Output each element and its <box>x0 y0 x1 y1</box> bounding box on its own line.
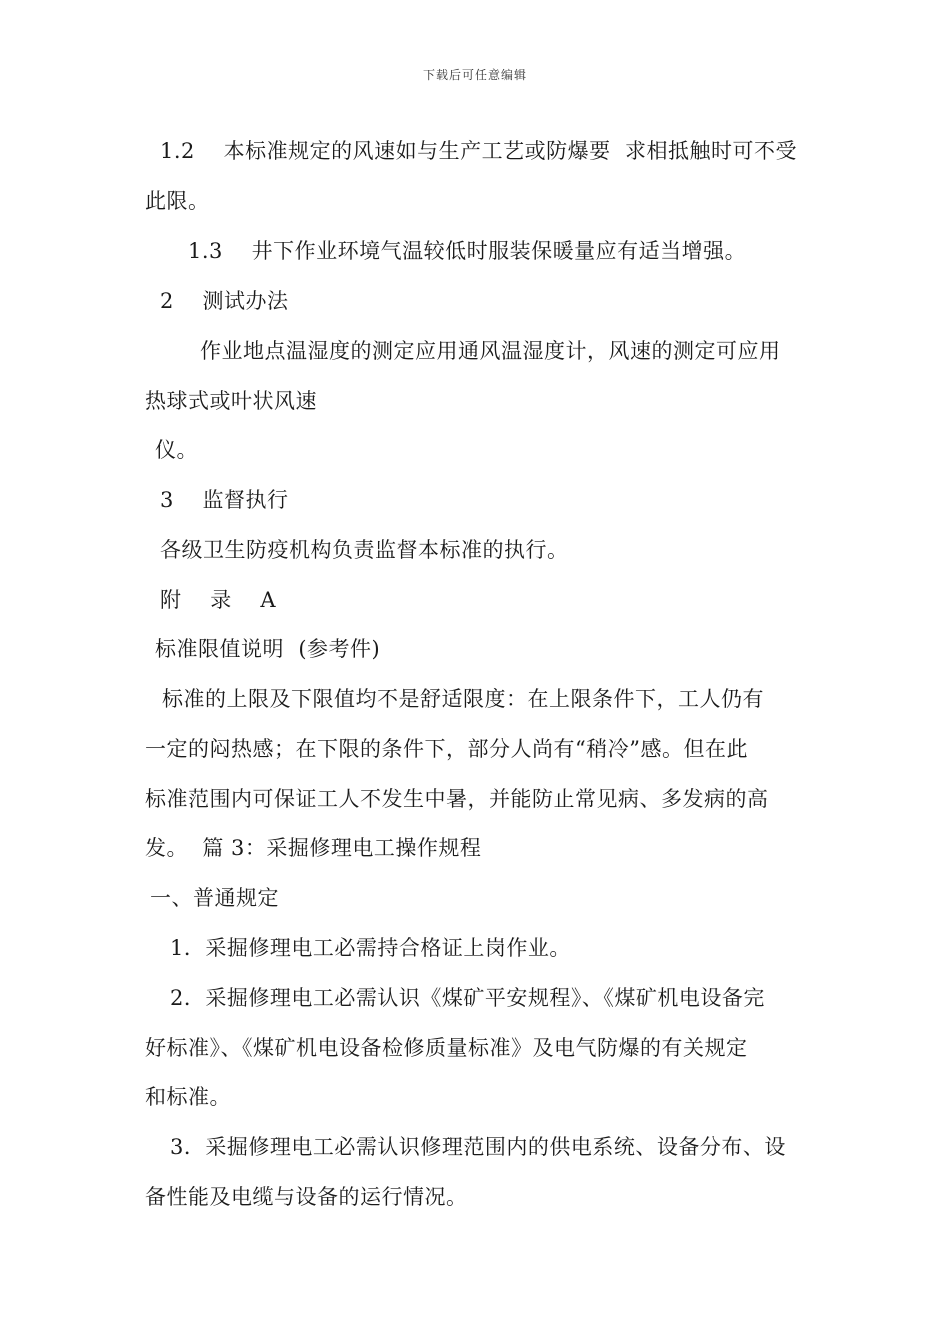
section-heading: 2 测试办法 <box>160 289 289 313</box>
list-item: 3．采掘修理电工必需认识修理范围内的供电系统、设备分布、设 <box>170 1135 786 1159</box>
text-line: 1.3 井下作业环境气温较低时服装保暖量应有适当增强。 <box>188 239 747 263</box>
text-line: 标准的上限及下限值均不是舒适限度：在上限条件下，工人仍有 <box>162 687 764 711</box>
page-header: 下载后可任意编辑 <box>422 68 527 82</box>
text-line: 仪。 <box>155 438 198 462</box>
text-line: 1.2 本标准规定的风速如与生产工艺或防爆要 求相抵触时可不受 <box>160 139 797 163</box>
text-line: 标准范围内可保证工人不发生中暑，并能防止常见病、多发病的高 <box>145 787 769 811</box>
text-line: 和标准。 <box>145 1085 231 1109</box>
text-line: 作业地点温湿度的测定应用通风温湿度计，风速的测定可应用 <box>200 339 781 363</box>
text-line: 好标准》、《煤矿机电设备检修质量标准》及电气防爆的有关规定 <box>145 1036 748 1060</box>
appendix-heading: 附 录 A <box>160 588 277 612</box>
text-line: 发。 篇 3：采掘修理电工操作规程 <box>145 836 482 860</box>
text-line: 热球式或叶状风速 <box>145 389 317 413</box>
text-line: 此限。 <box>145 189 210 213</box>
appendix-subtitle: 标准限值说明 (参考件) <box>155 637 381 661</box>
text-line: 一定的闷热感；在下限的条件下，部分人尚有“稍冷”感。但在此 <box>145 737 748 761</box>
section-heading: 一、普通规定 <box>150 886 279 910</box>
list-item: 1．采掘修理电工必需持合格证上岗作业。 <box>170 936 571 960</box>
text-line: 备性能及电缆与设备的运行情况。 <box>145 1185 468 1209</box>
list-item: 2．采掘修理电工必需认识《煤矿平安规程》、《煤矿机电设备完 <box>170 986 765 1010</box>
section-heading: 3 监督执行 <box>160 488 289 512</box>
text-line: 各级卫生防疫机构负责监督本标准的执行。 <box>160 538 569 562</box>
